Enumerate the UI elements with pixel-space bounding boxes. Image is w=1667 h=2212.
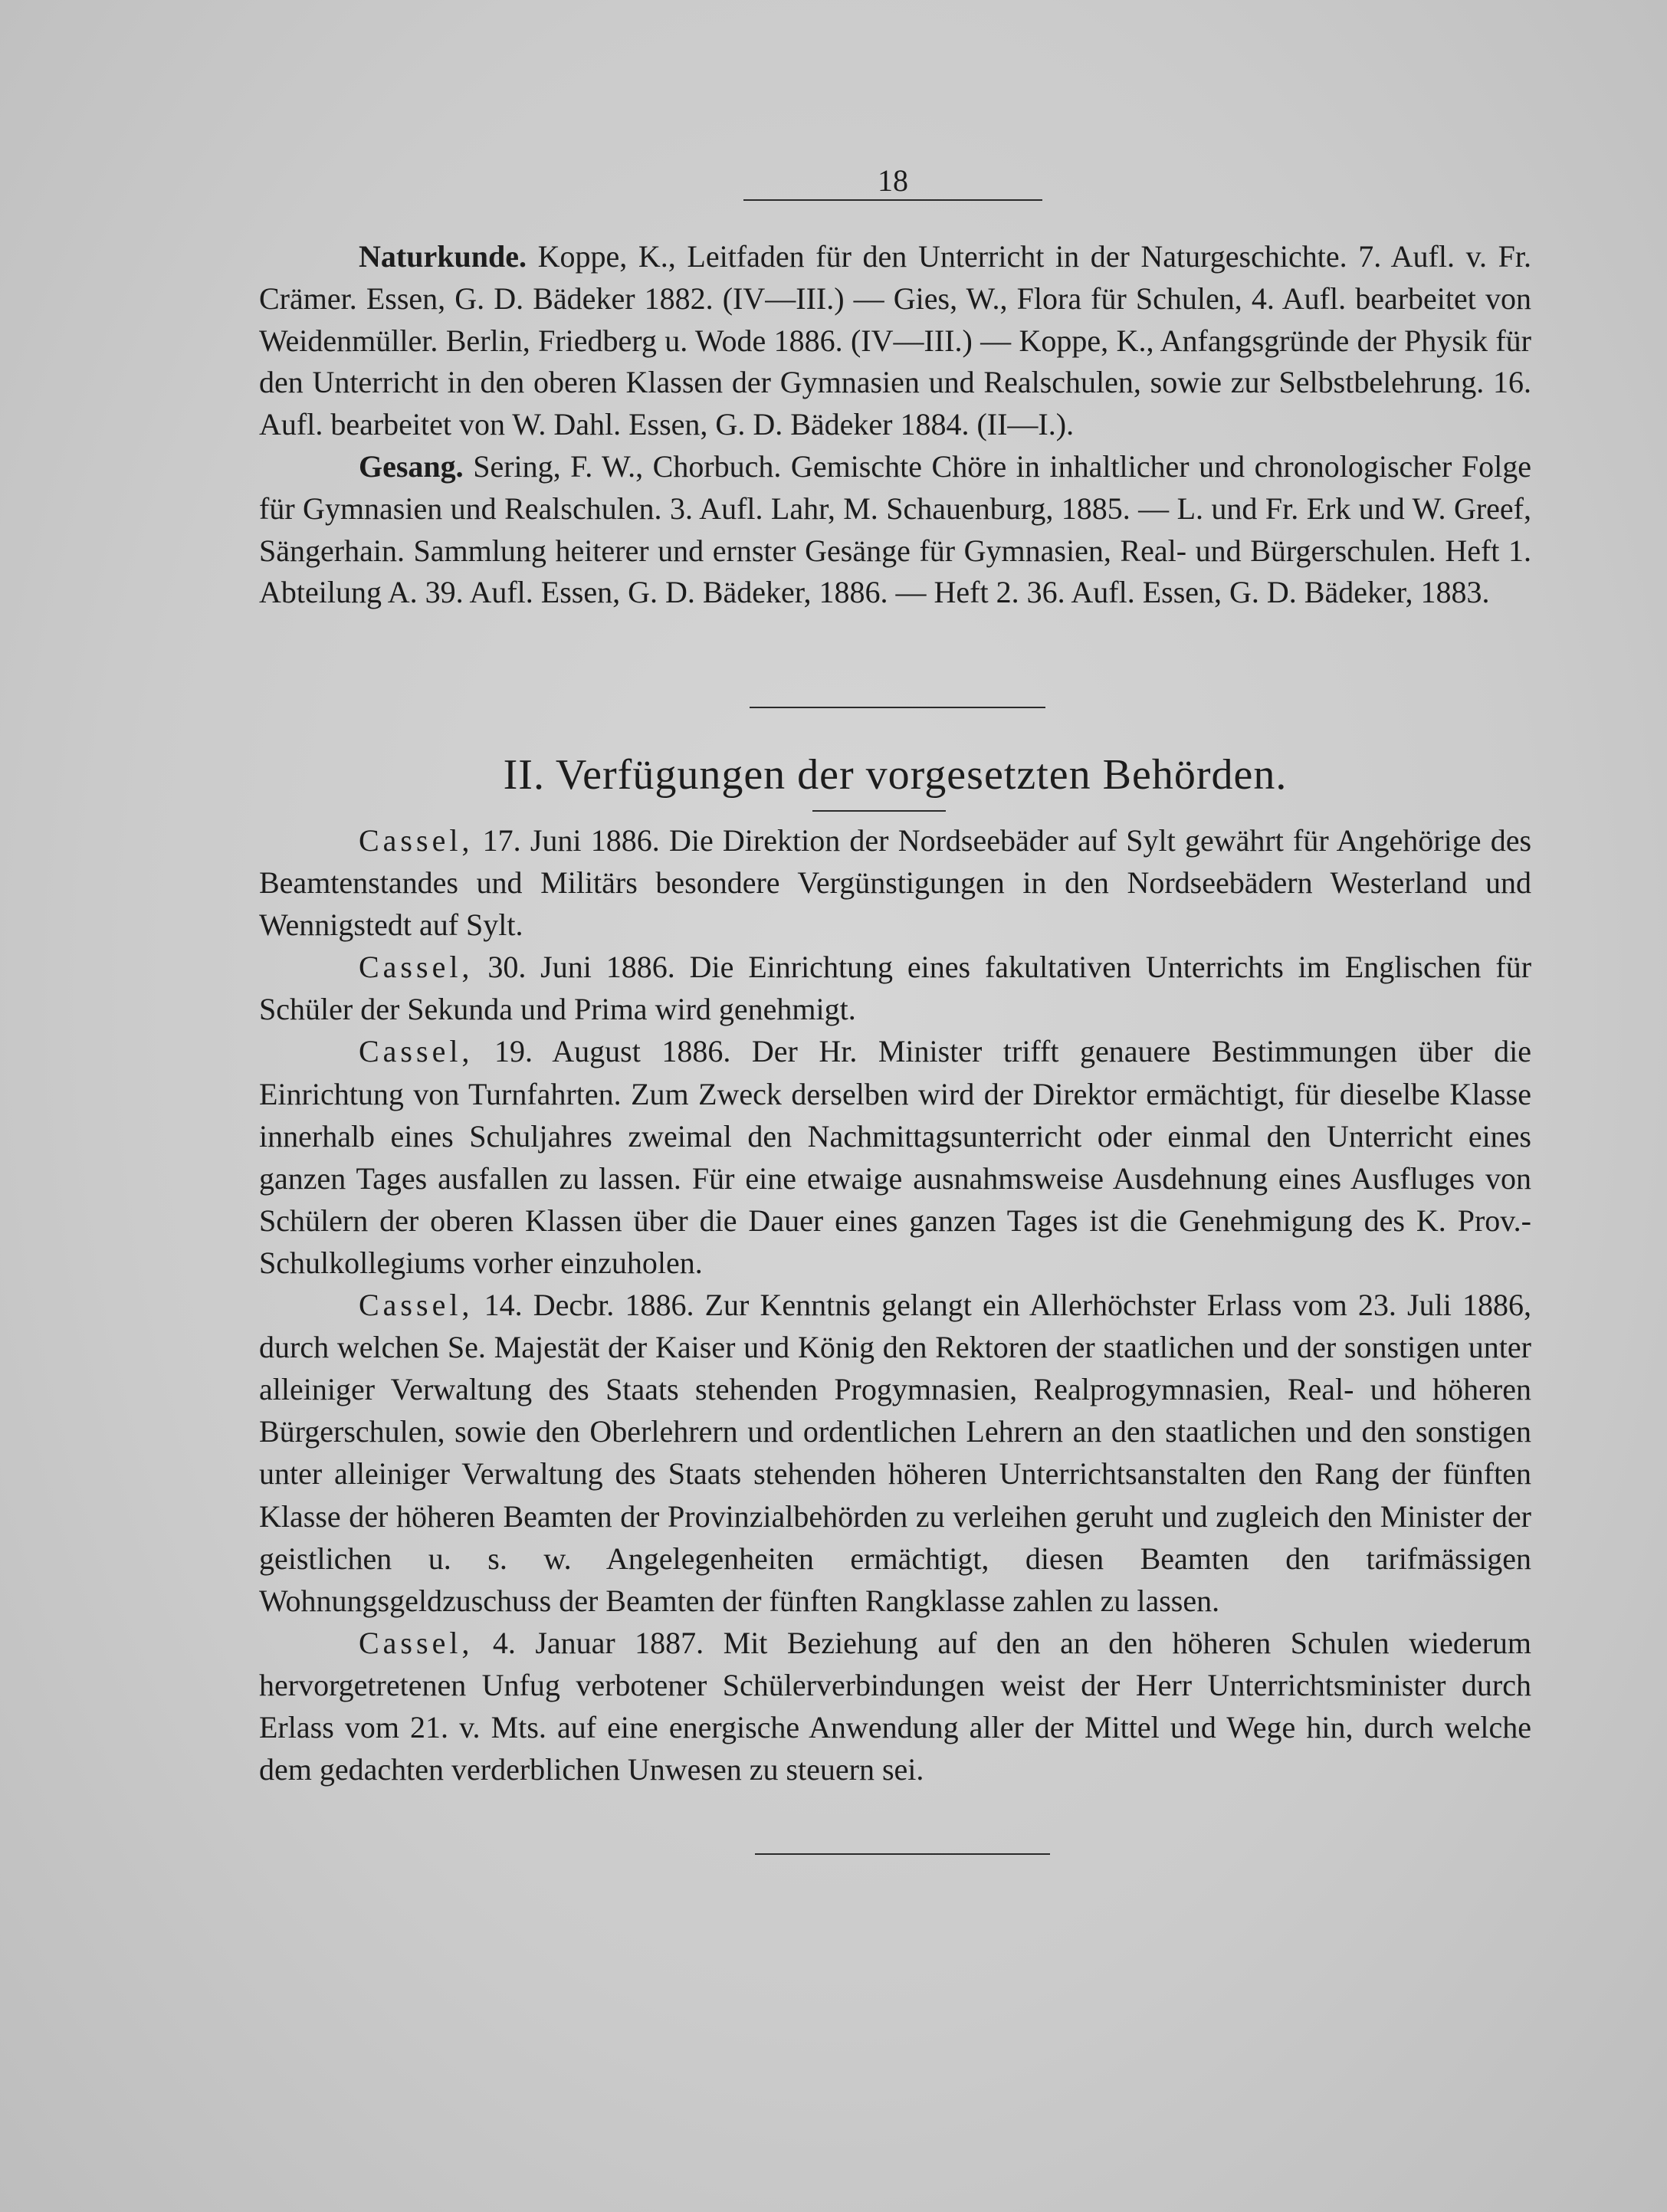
decree-paragraph [259, 1030, 1531, 1284]
decree-text: 14. Decbr. 1886. Zur Kenntnis gelangt ein Allerhöchster Erlass vom 23. Juli 1886, durch welchen Se. Majestät der Kaiser und König den Rektoren der staatlichen und der sonstigen unter alleiniger Verwaltung des Staats stehenden Progymnasien, Realprogymnasien, Real- und höheren Bürgerschulen, sowie den Oberlehrern und ordentlichen Lehrern an den staatlichen und den sonstigen unter alleiniger Verwaltung des Staats stehenden höheren Unterrichtsanstalten den Rang der fünften Klasse der höheren Beamten der Provinzialbehörden zu verleihen geruht und zugleich den Minister der geistlichen u. s. w. Angelegenheiten ermächtigt, diesen Beamten den tarifmässigen Wohnungsgeldzuschuss der Beamten der fünften Rangklasse zahlen zu lassen. [259, 1288, 1532, 1618]
paragraph-naturkunde [259, 236, 1531, 446]
decree-paragraph [259, 946, 1531, 1030]
end-divider-rule [755, 1853, 1050, 1855]
decree-text: 30. Juni 1886. Die Einrichtung eines fakultativen Unterrichts im Englischen für Schüler der Sekunda und Prima wird genehmigt. [259, 950, 1532, 1027]
decree-place: Cassel, [359, 823, 474, 858]
decree-text: 19. August 1886. Der Hr. Minister trifft genauere Bestimmungen über die Einrichtung von Turnfahrten. Zum Zweck derselben wird der Direktor ermächtigt, für dieselbe Klasse innerhalb eines Schuljahres zweimal den Nachmittagsunterricht oder einmal den Unterricht eines ganzen Tages ausfallen zu lassen. Für eine etwaige ausnahmsweise Ausdehnung eines Ausfluges von Schülern der oberen Klassen über die Dauer eines ganzen Tages ist die Genehmigung des K. Prov.-Schulkollegiums vorher einzuholen. [259, 1034, 1531, 1280]
decree-place: Cassel, [359, 1034, 474, 1069]
paragraph-text: Koppe, K., Leitfaden für den Unterricht in der Naturgeschichte. 7. Aufl. v. Fr. Crämer. Essen, G. D. Bädeker 1882. (IV—III.) — Gies, W., Flora für Schulen, 4. Aufl. bearbeitet von Weidenmüller. Berlin, Friedberg u. Wode 1886. (IV—III.) — Koppe, K., Anfangsgründe der Physik für den Unterricht in den oberen Klassen der Gymnasien und Realschulen, sowie zur Selbstbelehrung. 16. Aufl. bearbeitet von W. Dahl. Essen, G. D. Bädeker 1884. (II—I.). [259, 239, 1531, 442]
textbook-list-section [259, 236, 1531, 614]
decree-paragraph [259, 819, 1531, 946]
decree-paragraph [259, 1622, 1531, 1790]
decrees-section [259, 819, 1531, 1790]
heading-underline-rule [812, 810, 946, 812]
decree-place: Cassel, [359, 1288, 474, 1323]
decree-place: Cassel, [359, 950, 474, 985]
decree-text: 17. Juni 1886. Die Direktion der Nordseebäder auf Sylt gewährt für Angehörige des Beamtenstandes und Militärs besondere Vergünstigungen in den Nordseebädern Westerland und Wennigstedt auf Sylt. [259, 823, 1532, 943]
decree-paragraph [259, 1284, 1531, 1622]
subject-label-naturkunde: Naturkunde. [359, 239, 527, 274]
decree-place: Cassel, [359, 1625, 474, 1660]
section-heading: II. Verfügungen der vorgesetzten Behörden. [503, 751, 1288, 799]
paragraph-gesang [259, 446, 1531, 614]
page-number: 18 [743, 162, 1042, 201]
decree-text: 4. Januar 1887. Mit Beziehung auf den an den höheren Schulen wiederum hervorgetretenen Unfug verbotener Schülerverbindungen weist der Herr Unterrichtsminister durch Erlass vom 21. v. Mts. auf eine energische Anwendung aller der Mittel und Wege hin, durch welche dem gedachten verderblichen Unwesen zu steuern sei. [259, 1625, 1532, 1787]
divider-rule [750, 707, 1045, 708]
paragraph-text: Sering, F. W., Chorbuch. Gemischte Chöre in inhaltlicher und chronologischer Folge für Gymnasien und Realschulen. 3. Aufl. Lahr, M. Schauenburg, 1885. — L. und Fr. Erk und W. Greef, Sängerhain. Sammlung heiterer und ernster Gesänge für Gymnasien, Real- und Bürgerschulen. Heft 1. Abteilung A. 39. Aufl. Essen, G. D. Bädeker, 1886. — Heft 2. 36. Aufl. Essen, G. D. Bädeker, 1883. [259, 448, 1531, 610]
subject-label-gesang: Gesang. [359, 448, 464, 484]
